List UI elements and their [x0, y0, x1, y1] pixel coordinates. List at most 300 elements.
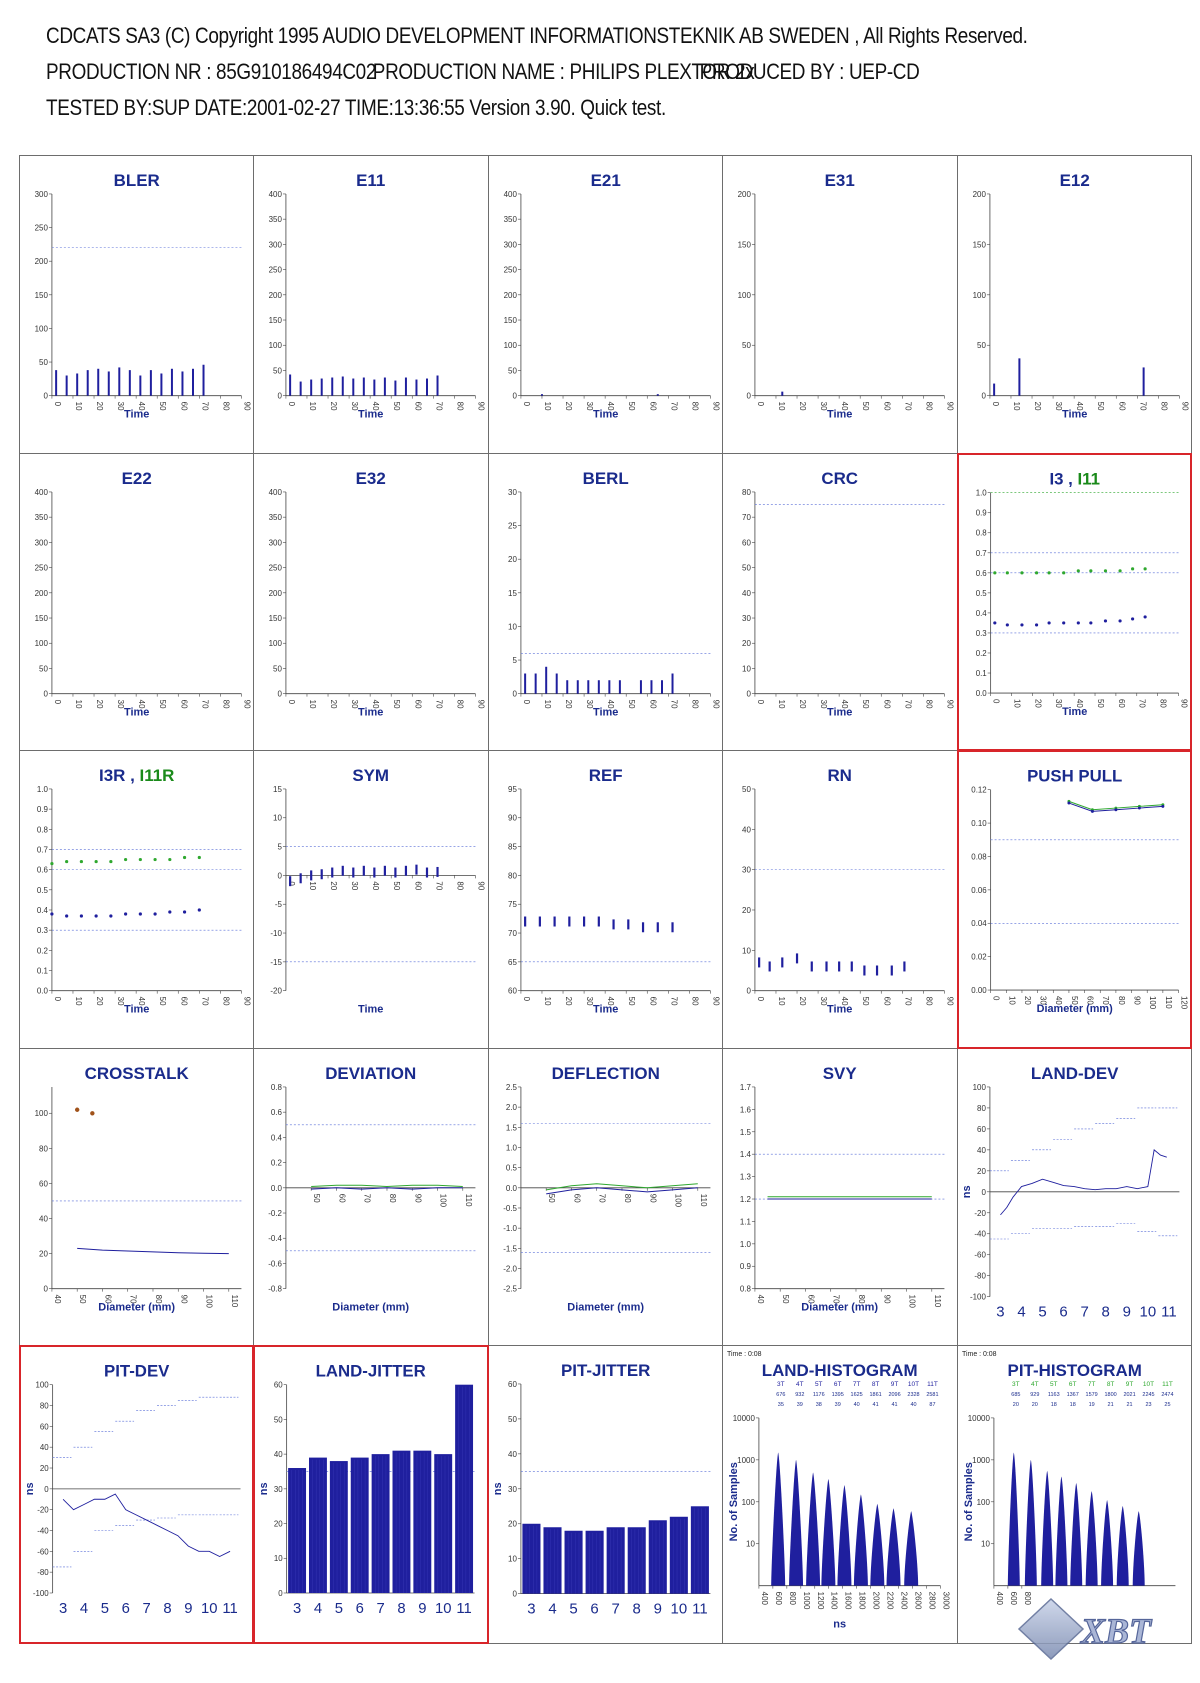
category-bar	[456, 1385, 474, 1593]
y-axis-label: ns	[258, 1482, 271, 1496]
y-tick-label: -100	[32, 1589, 49, 1599]
y-tick-label: 0	[277, 391, 283, 401]
y-tick-label: 50	[742, 563, 752, 573]
y-tick-label: 100	[737, 290, 752, 300]
x-tick-label: 20	[329, 401, 339, 411]
y-tick-label: 0	[277, 689, 283, 699]
x-axis-label: Time	[358, 1003, 384, 1016]
chart-title	[99, 766, 174, 785]
x-tick-label: 60	[179, 699, 189, 709]
x-tick-label: 20	[95, 699, 105, 709]
x-tick-label: 80	[1116, 996, 1126, 1006]
x-tick-label: 90	[945, 401, 955, 411]
x-tick-label: 30	[1053, 698, 1063, 708]
data-point-i11	[1089, 569, 1092, 572]
y-tick-label: 30	[274, 1485, 284, 1495]
chart-panel-crc	[722, 453, 957, 752]
produced-by: PRODUCED BY : UEP-CD	[699, 59, 920, 84]
legend-label: 6T	[834, 1381, 842, 1389]
peak-sd-label: 41	[872, 1402, 879, 1409]
x-tick-label: 50	[781, 1294, 791, 1304]
chart-panel-e31	[722, 155, 957, 454]
x-tick-label: 60	[413, 881, 423, 891]
x-tick-label: 400	[760, 1592, 770, 1606]
x-tick-label: 1000	[801, 1592, 811, 1610]
data-point-i3	[1131, 617, 1134, 620]
y-tick-label: 0	[44, 1485, 49, 1495]
y-tick-label: 250	[269, 265, 283, 275]
chart-panel-landhist	[722, 1345, 957, 1644]
category-label: 9	[418, 1601, 427, 1618]
peak-ns-label: 685	[1010, 1392, 1021, 1399]
y-tick-label: 150	[269, 316, 283, 326]
x-tick-label: 90	[476, 881, 486, 891]
x-tick-label: 1400	[829, 1592, 839, 1610]
histogram-peak	[771, 1453, 785, 1586]
histogram-peak	[1085, 1491, 1097, 1586]
y-tick-label: -0.8	[268, 1284, 283, 1294]
y-tick-label: 200	[269, 290, 283, 300]
x-tick-label: 3000	[941, 1592, 951, 1610]
x-tick-label: 20	[798, 401, 808, 411]
category-label: 3	[995, 1303, 1005, 1321]
category-label: 3	[58, 1601, 68, 1618]
y-tick-label: 0	[746, 689, 752, 699]
x-tick-label: 80	[690, 401, 700, 411]
x-tick-label: 10	[73, 996, 83, 1006]
chart-panel-berl	[488, 453, 723, 752]
x-tick-label: 30	[116, 996, 126, 1006]
x-tick-label: 50	[626, 401, 636, 411]
x-axis-label: Time	[1061, 408, 1087, 421]
y-tick-label: 10	[273, 813, 283, 823]
chart-title-part1: I3	[1049, 469, 1064, 489]
y-tick-label: 0	[512, 689, 517, 699]
histogram-peak	[1101, 1500, 1113, 1586]
x-tick-label: 60	[413, 401, 423, 411]
x-tick-label: 60	[882, 401, 892, 411]
chart-svg-e32	[254, 454, 487, 751]
y-tick-label: 20	[274, 1519, 284, 1529]
category-label: 5	[569, 1601, 578, 1619]
y-tick-label: 100	[503, 341, 517, 351]
production-name: PRODUCTION NAME : PHILIPS PLEXTOR 2x	[372, 59, 755, 84]
y-tick-label: 250	[34, 223, 48, 233]
chart-svg-ref	[489, 751, 722, 1048]
x-tick-label: 10	[308, 401, 318, 411]
chart-svg-pitdev	[21, 1347, 252, 1642]
x-tick-label: 70	[434, 401, 444, 411]
category-label: 3	[293, 1601, 302, 1618]
y-tick-label: 100	[741, 1498, 756, 1508]
x-axis-label: Diameter (mm)	[98, 1301, 176, 1314]
category-label: 10	[200, 1601, 218, 1618]
x-tick-label: 40	[371, 881, 381, 891]
y-tick-label: 0.8	[740, 1284, 752, 1294]
y-tick-label: 80	[976, 1103, 986, 1113]
x-tick-label: 30	[116, 401, 126, 411]
x-tick-label: 800	[1022, 1592, 1032, 1606]
y-tick-label: 150	[972, 240, 986, 250]
y-tick-label: 30	[507, 487, 517, 497]
y-tick-label: 0.3	[36, 926, 48, 936]
x-axis-label: Time	[124, 706, 150, 719]
category-label: 11	[1160, 1303, 1177, 1321]
y-tick-label: 100	[35, 1381, 49, 1391]
category-label: 9	[184, 1601, 193, 1618]
x-tick-label: 100	[673, 1193, 683, 1207]
category-label: 6	[1059, 1303, 1068, 1321]
y-tick-label: 80	[742, 487, 752, 497]
data-point-i3	[1047, 621, 1050, 624]
y-tick-label: 200	[34, 588, 48, 598]
y-tick-label: 0.9	[975, 508, 987, 518]
x-tick-label: 80	[924, 699, 934, 709]
y-tick-label: 0.4	[271, 1133, 283, 1143]
chart-panel-e11	[253, 155, 488, 454]
x-tick-label: 0	[756, 996, 766, 1002]
y-tick-label: 40	[507, 1450, 517, 1460]
data-line	[312, 1185, 464, 1186]
data-point-i3	[1118, 619, 1121, 622]
y-tick-label: 0.06	[970, 886, 987, 896]
category-label: 5	[100, 1601, 109, 1618]
x-tick-label: 40	[605, 699, 615, 709]
x-tick-label: 50	[861, 699, 871, 709]
y-tick-label: 350	[34, 512, 48, 522]
y-axis-label: ns	[23, 1482, 36, 1496]
chart-title: PIT-DEV	[104, 1362, 170, 1382]
y-tick-label: -5	[275, 900, 283, 910]
y-tick-label: 50	[742, 785, 752, 795]
category-bar	[414, 1451, 432, 1593]
category-label: 3	[527, 1601, 536, 1619]
data-point-i3r	[183, 911, 186, 914]
x-axis-label: Diameter (mm)	[567, 1301, 644, 1314]
y-tick-label: 300	[269, 240, 283, 250]
category-bar	[649, 1521, 667, 1594]
category-label: 11	[222, 1601, 238, 1618]
x-tick-label: 70	[669, 996, 679, 1006]
histogram-peak	[1007, 1453, 1019, 1586]
y-tick-label: -2.5	[502, 1284, 517, 1294]
x-tick-label: 30	[584, 996, 594, 1006]
y-tick-label: 15	[507, 588, 517, 598]
y-tick-label: 300	[503, 240, 517, 250]
category-label: 11	[456, 1601, 473, 1618]
data-point-i3r	[124, 913, 127, 916]
chart-svg-deflection	[489, 1049, 722, 1346]
logo-diamond-shape	[1019, 1599, 1083, 1659]
y-tick-label: 50	[507, 1415, 517, 1425]
y-tick-label: 10	[742, 664, 752, 674]
x-tick-label: 70	[1137, 698, 1147, 708]
y-tick-label: 50	[507, 366, 517, 376]
x-tick-label: 0	[52, 699, 62, 704]
x-tick-label: 0	[287, 881, 297, 887]
y-tick-label: 0.6	[36, 865, 48, 875]
chart-panel-rn	[722, 750, 957, 1049]
category-bar	[289, 1468, 307, 1593]
x-tick-label: 30	[350, 401, 360, 411]
chart-panel-sym	[253, 750, 488, 1049]
x-tick-label: 20	[1022, 996, 1032, 1006]
x-tick-label: 50	[626, 996, 636, 1006]
chart-panel-landdev	[957, 1048, 1192, 1347]
x-tick-label: 40	[1074, 401, 1084, 411]
x-tick-label: 20	[563, 699, 573, 709]
chart-title: LAND-JITTER	[316, 1362, 427, 1382]
x-axis-label: Time	[124, 408, 150, 421]
y-tick-label: 0	[278, 1589, 284, 1599]
y-tick-label: 150	[269, 613, 283, 623]
y-tick-label: 75	[507, 900, 517, 910]
x-tick-label: 20	[329, 881, 339, 891]
histogram-peak	[1132, 1511, 1144, 1586]
x-tick-label: 0	[521, 996, 531, 1002]
y-tick-label: -1.0	[502, 1223, 517, 1233]
y-tick-label: 100	[972, 1082, 986, 1092]
data-point-i3r	[153, 913, 156, 916]
category-label: 7	[1080, 1303, 1089, 1321]
x-tick-label: 40	[371, 401, 381, 411]
x-tick-label: 20	[563, 401, 573, 411]
y-tick-label: 40	[274, 1450, 284, 1460]
peak-ns-label: 2474	[1160, 1392, 1174, 1399]
x-tick-label: 80	[221, 996, 231, 1006]
chart-title: BERL	[582, 468, 629, 488]
category-bar	[585, 1531, 603, 1594]
peak-sd-label: 87	[929, 1402, 936, 1409]
y-tick-label: -20	[270, 986, 283, 996]
x-tick-label: 10	[542, 996, 552, 1006]
data-point-i11	[1020, 571, 1023, 574]
y-tick-label: 1.1	[740, 1217, 752, 1227]
category-bar	[670, 1517, 688, 1594]
x-axis-label: Time	[827, 1003, 853, 1016]
y-tick-label: 1.6	[740, 1105, 752, 1115]
x-tick-label: 60	[572, 1193, 582, 1203]
y-tick-label: 60	[39, 1422, 49, 1432]
x-tick-label: 40	[1053, 996, 1063, 1006]
legend-label: 7T	[1087, 1381, 1096, 1389]
y-tick-label: 5	[277, 842, 283, 852]
data-point	[1091, 810, 1094, 813]
y-tick-label: 10	[507, 622, 517, 632]
category-label: 8	[397, 1601, 406, 1618]
x-tick-label: 90	[242, 401, 252, 411]
x-tick-label: 90	[1180, 401, 1190, 411]
chart-panel-e32	[253, 453, 488, 752]
y-tick-label: 40	[39, 1443, 49, 1453]
y-tick-label: 0.8	[271, 1082, 283, 1092]
x-tick-label: 90	[711, 996, 721, 1006]
x-tick-label: 70	[669, 401, 679, 411]
x-tick-label: 2000	[871, 1592, 881, 1610]
x-tick-label: 80	[455, 401, 465, 411]
x-tick-label: 40	[1074, 698, 1084, 708]
y-tick-label: 30	[742, 613, 752, 623]
peak-sd-label: 20	[1012, 1402, 1019, 1409]
y-tick-label: 0.9	[36, 805, 48, 815]
x-tick-label: 80	[924, 401, 934, 411]
x-tick-label: 80	[924, 996, 934, 1006]
y-tick-label: -40	[973, 1229, 986, 1239]
peak-ns-label: 2021	[1123, 1392, 1136, 1399]
peak-ns-label: 1163	[1047, 1392, 1060, 1399]
chart-panel-pitdev	[19, 1345, 254, 1644]
x-tick-label: 80	[1158, 698, 1168, 708]
y-tick-label: 50	[39, 358, 48, 368]
time-label: Time : 0:08	[961, 1351, 997, 1359]
peak-ns-label: 1861	[869, 1392, 882, 1399]
data-point	[1137, 807, 1140, 810]
data-point-i11r	[139, 858, 142, 861]
x-tick-label: 90	[882, 1294, 892, 1304]
y-tick-label: 0	[746, 391, 752, 401]
x-tick-label: 0	[287, 699, 297, 704]
header-test-info: TESTED BY:SUP DATE:2001-02-27 TIME:13:36:55 Version 3.90. Quick test.	[46, 95, 666, 120]
category-bar	[309, 1458, 327, 1593]
x-tick-label: 1800	[857, 1592, 867, 1610]
y-tick-label: 100	[34, 324, 48, 334]
y-tick-label: 60	[507, 1380, 517, 1390]
x-tick-label: 80	[455, 881, 465, 891]
y-tick-label: 60	[742, 537, 752, 547]
x-tick-label: 2400	[899, 1592, 909, 1610]
x-tick-label: 50	[1095, 698, 1105, 708]
data-point-i11	[1118, 569, 1121, 572]
peak-ns-label: 2581	[926, 1392, 939, 1399]
y-tick-label: 100	[269, 638, 283, 648]
chart-panel-landjitter	[253, 1345, 488, 1644]
chart-grid	[19, 155, 1191, 1643]
y-tick-label: 0.0	[975, 688, 987, 698]
y-tick-label: -0.5	[502, 1203, 517, 1213]
x-tick-label: 90	[179, 1294, 189, 1304]
x-tick-label: 70	[434, 699, 444, 709]
histogram-peak	[904, 1511, 918, 1586]
x-tick-label: 80	[622, 1193, 632, 1203]
data-point-i11	[1131, 567, 1134, 570]
category-label: 5	[1037, 1303, 1047, 1321]
x-tick-label: 80	[857, 1294, 867, 1304]
x-axis-label: ns	[833, 1618, 847, 1632]
y-tick-label: 150	[34, 290, 48, 300]
peak-sd-label: 40	[910, 1402, 917, 1409]
y-tick-label: 70	[742, 512, 752, 522]
peak-sd-label: 39	[834, 1402, 841, 1409]
x-axis-label: Time	[827, 408, 853, 421]
category-label: 8	[1101, 1303, 1110, 1321]
category-bar	[564, 1531, 582, 1594]
legend-label: 3T	[777, 1381, 785, 1389]
y-tick-label: 0.0	[505, 1183, 517, 1193]
data-point-i11r	[50, 862, 53, 865]
x-axis-label: Time	[1061, 705, 1087, 718]
histogram-peak	[806, 1473, 820, 1586]
chart-panel-i3i11	[957, 453, 1192, 752]
x-tick-label: 20	[1032, 698, 1042, 708]
chart-svg-e21	[489, 156, 722, 453]
x-tick-label: 40	[605, 996, 615, 1006]
category-label: 7	[142, 1601, 151, 1618]
y-tick-label: -10	[270, 929, 283, 939]
peak-sd-label: 23	[1145, 1402, 1152, 1409]
category-bar	[691, 1507, 709, 1594]
chart-panel-i3r	[19, 750, 254, 1049]
y-tick-label: 80	[39, 1401, 49, 1411]
x-tick-label: 90	[648, 1193, 658, 1203]
category-bar	[522, 1524, 540, 1594]
y-tick-label: 5	[512, 655, 517, 665]
x-tick-label: 50	[392, 881, 402, 891]
y-tick-label: 10000	[732, 1414, 756, 1424]
peak-sd-label: 19	[1088, 1402, 1095, 1409]
chart-panel-e21	[488, 155, 723, 454]
x-axis-label: Time	[358, 408, 384, 421]
y-tick-label: 1.2	[740, 1194, 752, 1204]
category-label: 4	[1016, 1303, 1026, 1321]
legend-label: 4T	[796, 1381, 804, 1389]
x-tick-label: 90	[945, 699, 955, 709]
chart-title-part2: I11	[1077, 469, 1100, 489]
x-tick-label: 70	[831, 1294, 841, 1304]
category-label: 4	[548, 1601, 557, 1619]
histogram-peak	[1055, 1477, 1067, 1586]
y-tick-label: -40	[37, 1526, 49, 1536]
y-tick-label: -0.6	[268, 1259, 283, 1269]
y-tick-label: 200	[972, 189, 986, 199]
y-tick-label: 30	[507, 1485, 517, 1495]
data-point-i3	[1143, 615, 1146, 618]
category-bar	[606, 1528, 624, 1594]
y-tick-label: 200	[737, 189, 752, 199]
histogram-peak	[871, 1504, 885, 1586]
x-tick-label: 0	[991, 996, 1001, 1001]
y-tick-label: 0.1	[36, 966, 48, 976]
data-point	[1114, 808, 1117, 811]
category-label: 6	[590, 1601, 599, 1619]
x-tick-label: 80	[221, 699, 231, 709]
category-label: 10	[670, 1601, 687, 1619]
chart-title: E31	[824, 170, 855, 190]
x-tick-label: 600	[774, 1592, 784, 1606]
y-tick-label: 100	[269, 341, 283, 351]
x-tick-label: 100	[438, 1193, 448, 1207]
x-tick-label: 10	[308, 699, 318, 709]
y-tick-label: 1000	[971, 1456, 990, 1466]
y-tick-label: -0.4	[268, 1234, 283, 1244]
chart-title	[1049, 469, 1099, 488]
x-tick-label: 10	[73, 401, 83, 411]
x-axis-label: Time	[592, 408, 619, 421]
x-tick-label: 20	[95, 401, 105, 411]
peak-sd-label: 35	[777, 1402, 785, 1409]
x-tick-label: 70	[903, 996, 913, 1006]
x-tick-label: 30	[1053, 401, 1063, 411]
x-tick-label: 90	[1179, 698, 1189, 708]
chart-svg-i3i11	[959, 455, 1190, 750]
peak-sd-label: 40	[853, 1402, 860, 1409]
y-tick-label: 400	[503, 189, 517, 199]
data-point-i3r	[95, 915, 98, 918]
y-tick-label: 40	[39, 1214, 48, 1224]
x-tick-label: 70	[597, 1193, 607, 1203]
y-tick-label: -60	[973, 1250, 986, 1260]
category-label: 4	[314, 1601, 323, 1618]
y-tick-label: 0.08	[970, 852, 987, 862]
